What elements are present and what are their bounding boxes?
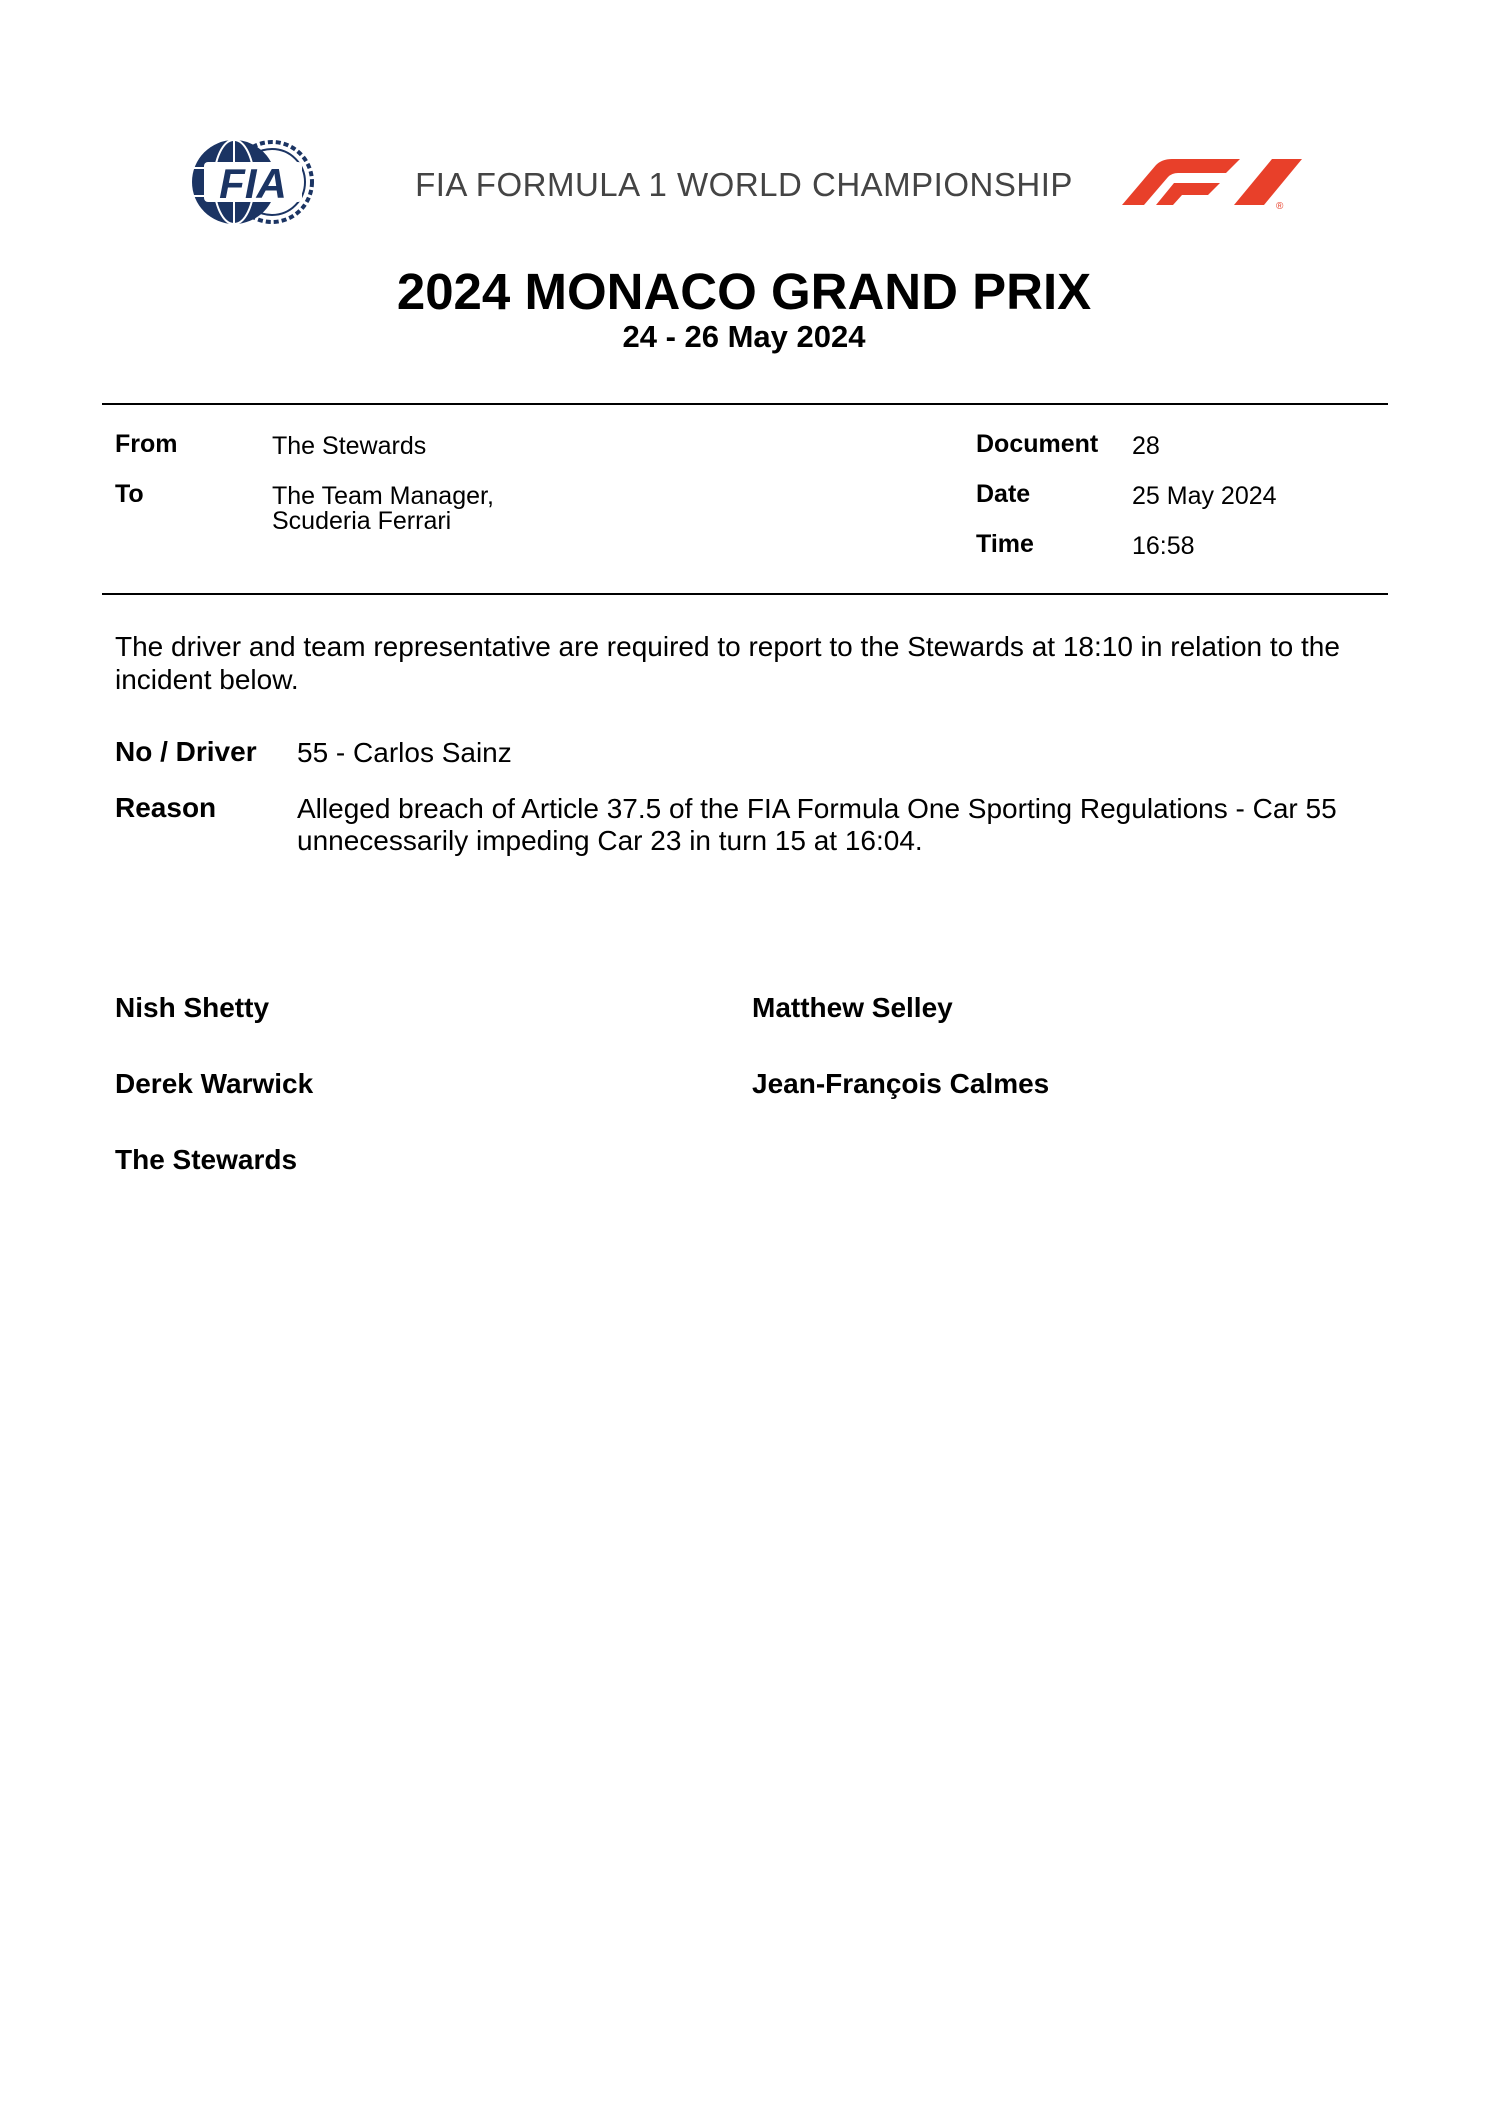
steward-name: Matthew Selley bbox=[752, 992, 953, 1023]
svg-text:FIA: FIA bbox=[219, 160, 287, 207]
steward-name: Nish Shetty bbox=[115, 992, 270, 1023]
reason-line-1: Alleged breach of Article 37.5 of the FIA Formula One Sporting Regulations - Car 55 bbox=[297, 793, 1337, 824]
stewards-signoff: The Stewards bbox=[115, 1144, 298, 1175]
to-value-line1: The Team Manager, bbox=[272, 482, 494, 510]
driver-value: 55 - Carlos Sainz bbox=[297, 737, 512, 768]
time-value: 16:58 bbox=[1132, 532, 1195, 560]
championship-title: FIA FORMULA 1 WORLD CHAMPIONSHIP bbox=[415, 166, 1073, 203]
date-label: Date bbox=[976, 480, 1031, 508]
intro-line-1: The driver and team representative are required to report to the Stewards at 18:10 in relation to the bbox=[115, 631, 1340, 662]
steward-name: Jean-François Calmes bbox=[752, 1068, 1050, 1099]
event-title bbox=[0, 262, 1488, 322]
top-divider bbox=[102, 403, 1388, 405]
intro-text bbox=[115, 630, 1375, 696]
to-value-line2: Scuderia Ferrari bbox=[272, 507, 452, 535]
from-value: The Stewards bbox=[272, 432, 427, 460]
date-value: 25 May 2024 bbox=[1132, 482, 1277, 510]
time-label: Time bbox=[976, 530, 1034, 558]
document-label: Document bbox=[976, 430, 1099, 458]
bottom-divider bbox=[102, 593, 1388, 595]
to-label: To bbox=[115, 480, 144, 508]
event-name: MONACO GRAND PRIX bbox=[524, 263, 1092, 320]
document-value: 28 bbox=[1132, 432, 1160, 460]
from-label: From bbox=[115, 430, 178, 458]
reason-line-2: unnecessarily impeding Car 23 in turn 15 at 16:04. bbox=[297, 825, 923, 856]
f1-logo bbox=[1122, 157, 1304, 209]
event-dates: 24 - 26 May 2024 bbox=[622, 319, 866, 354]
intro-line-2: incident below. bbox=[115, 664, 299, 695]
event-year: 2024 bbox=[396, 263, 511, 320]
svg-text:®: ® bbox=[1276, 201, 1284, 209]
reason-label: Reason bbox=[115, 792, 217, 823]
reason-value bbox=[297, 793, 1387, 857]
steward-name: Derek Warwick bbox=[115, 1068, 314, 1099]
driver-label: No / Driver bbox=[115, 736, 257, 767]
